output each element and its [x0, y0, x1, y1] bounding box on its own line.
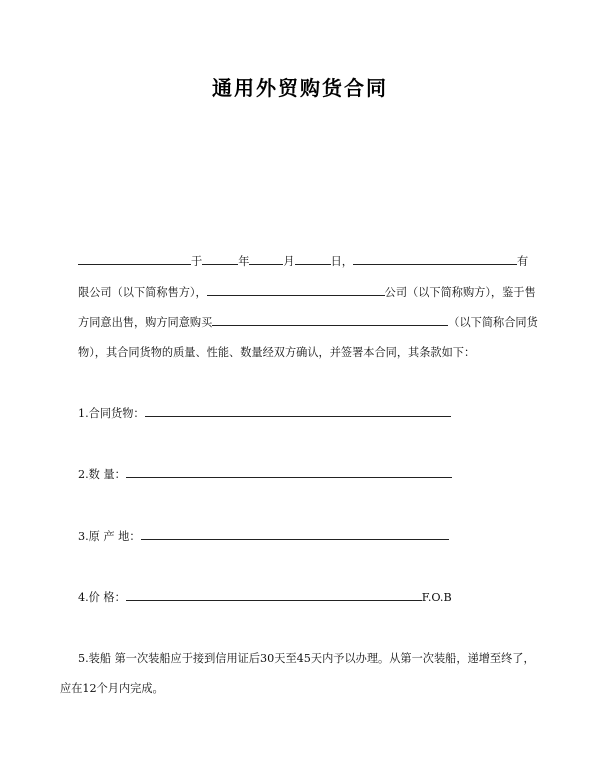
seller-company-blank[interactable]	[353, 253, 517, 265]
clause-price	[78, 589, 452, 606]
preamble-line-2	[78, 284, 554, 301]
preamble-line-4: 物），其合同货物的质量、性能、数量经双方确认，并签署本合同，其条款如下：	[78, 346, 476, 359]
agreement-text: 方同意出售，购方同意购买	[78, 316, 213, 329]
buyer-company-blank[interactable]	[207, 284, 385, 296]
goods-label: 1.合同货物：	[78, 407, 145, 420]
seller-alias-text: 限公司（以下简称售方），	[78, 286, 207, 299]
price-blank[interactable]	[126, 589, 422, 601]
yue-text: 月	[283, 255, 295, 268]
day-blank[interactable]	[295, 253, 331, 265]
year-blank[interactable]	[202, 253, 238, 265]
nian-text: 年	[238, 255, 250, 268]
document-title: 通用外贸购货合同	[212, 76, 388, 100]
clause-goods	[78, 405, 451, 422]
price-term-text: F.O.B	[421, 591, 452, 604]
goods-blank[interactable]	[145, 405, 451, 417]
quantity-blank[interactable]	[126, 466, 452, 478]
month-blank[interactable]	[249, 253, 283, 265]
clause-shipment-line-1: 5.装船 第一次装船应于接到信用证后30天至45天内予以办理。从第一次装船，递增至终了，	[78, 652, 535, 665]
quantity-label: 2.数 量：	[78, 468, 126, 481]
you-text: 有	[517, 255, 529, 268]
ri-text: 日，	[330, 255, 353, 268]
yu-text: 于	[191, 255, 203, 268]
origin-blank[interactable]	[141, 528, 449, 540]
buyer-alias-text: 公司（以下简称购方），鉴于售	[384, 286, 536, 299]
clause-quantity	[78, 466, 452, 483]
origin-label: 3.原 产 地：	[78, 530, 141, 543]
seller-name-blank[interactable]	[78, 253, 191, 265]
clause-origin	[78, 528, 449, 545]
preamble-line-3	[78, 314, 554, 331]
goods-alias-text: （以下简称合同货	[448, 316, 538, 329]
clause-shipment-line-2: 应在12个月内完成。	[60, 682, 164, 695]
goods-description-blank[interactable]	[212, 314, 448, 326]
price-label: 4.价 格：	[78, 591, 126, 604]
preamble-line-1	[78, 253, 554, 270]
